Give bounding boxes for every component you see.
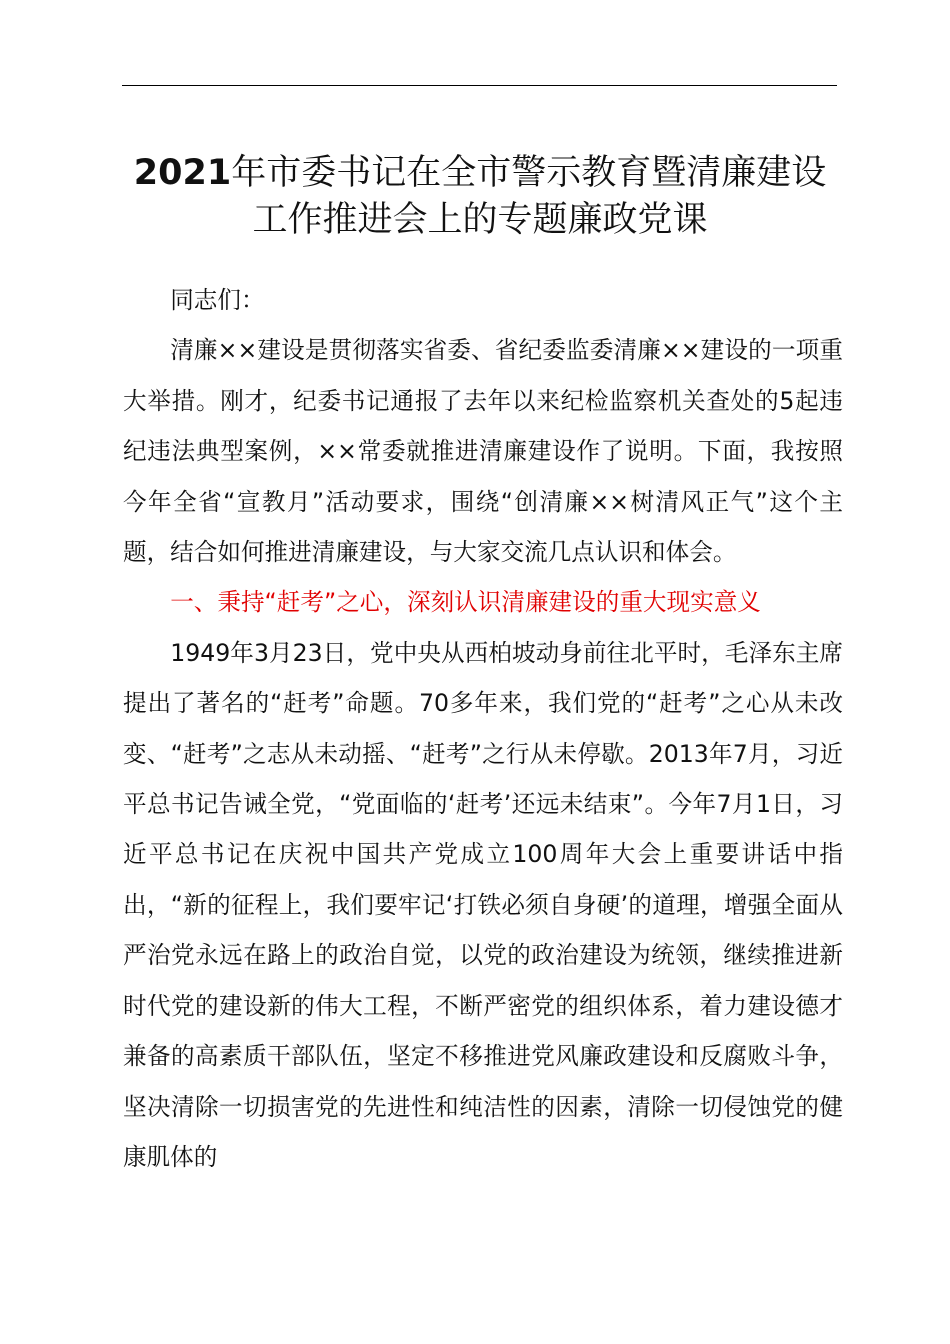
title-line2: 工作推进会上的专题廉政党课 <box>252 200 708 240</box>
title-line1: 年市委书记在全市警示教育暨清廉建设 <box>231 153 827 193</box>
title-year: 2021 <box>133 153 232 193</box>
document-body <box>123 275 843 1182</box>
paragraph-intro: 清廉××建设是贯彻落实省委、省纪委监委清廉××建设的一项重大举措。刚才，纪委书记通报了去年以来纪检监察机关查处的5起违纪违法典型案例，××常委就推进清廉建设作了说明。下面，我按照今年全省“宣教月”活动要求，围绕“创清廉××树清风正气”这个主题，结合如何推进清廉建设，与大家交流几点认识和体会。 <box>123 336 843 567</box>
salutation: 同志们： <box>170 286 265 314</box>
page-title <box>100 150 860 244</box>
paragraph-history: 1949年3月23日，党中央从西柏坡动身前往北平时，毛泽东主席提出了著名的“赶考”命题。70多年来，我们党的“赶考”之心从未改变、“赶考”之志从未动摇、“赶考”之行从未停歇。2013年7月，习近平总书记告诫全党，“党面临的‘赶考’还远未结束”。今年7月1日，习近平总书记在庆祝中国共产党成立100周年大会上重要讲话中指出，“新的征程上，我们要牢记‘打铁必须自身硬’的道理，增强全面从严治党永远在路上的政治自觉，以党的政治建设为统领，继续推进新时代党的建设新的伟大工程，不断严密党的组织体系，着力建设德才兼备的高素质干部队伍，坚定不移推进党风廉政建设和反腐败斗争，坚决清除一切损害党的先进性和纯洁性的因素，清除一切侵蚀党的健康肌体的 <box>123 638 843 1171</box>
header-rule <box>122 85 837 86</box>
section-heading-1: 一、秉持“赶考”之心，深刻认识清廉建设的重大现实意义 <box>170 588 761 617</box>
